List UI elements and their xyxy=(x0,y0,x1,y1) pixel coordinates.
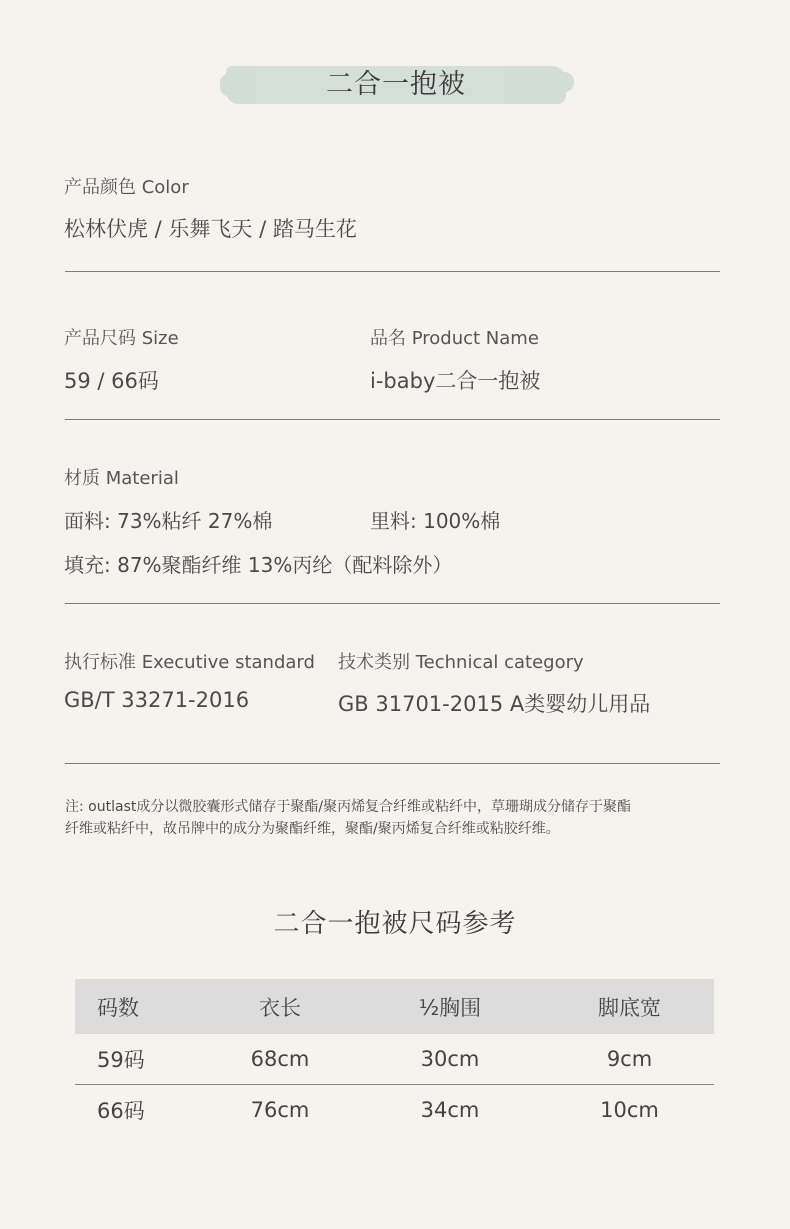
size-label: 产品尺码 Size xyxy=(64,328,179,349)
material-fabric: 面料: 73%粘纤 27%棉 xyxy=(64,509,273,533)
cell-foot-width: 9cm xyxy=(606,1047,653,1071)
divider xyxy=(65,419,720,420)
table-header-row xyxy=(75,979,714,1034)
table-row xyxy=(75,1034,714,1085)
product-name-label: 品名 Product Name xyxy=(370,328,539,349)
cell-size: 59码 xyxy=(97,1048,145,1072)
cell-size: 66码 xyxy=(97,1099,145,1123)
material-filling: 填充: 87%聚酯纤维 13%丙纶（配料除外） xyxy=(64,553,453,577)
cell-length: 76cm xyxy=(250,1098,310,1122)
size-chart-title: 二合一抱被尺码参考 xyxy=(273,909,517,939)
material-label: 材质 Material xyxy=(64,468,179,489)
title-banner xyxy=(226,64,566,106)
header-length: 衣长 xyxy=(259,995,301,1020)
divider xyxy=(65,271,720,272)
material-lining: 里料: 100%棉 xyxy=(370,509,501,533)
color-label: 产品颜色 Color xyxy=(64,177,189,198)
category-label: 技术类别 Technical category xyxy=(338,652,584,673)
note-line: 注: outlast成分以微胶囊形式储存于聚酯/聚丙烯复合纤维或粘纤中，草珊瑚成分储存于聚酯 xyxy=(65,799,632,815)
note-line: 纤维或粘纤中，故吊牌中的成分为聚酯纤维，聚酯/聚丙烯复合纤维或粘胶纤维。 xyxy=(65,821,560,837)
category-value: GB 31701-2015 A类婴幼儿用品 xyxy=(338,692,651,716)
page-title: 二合一抱被 xyxy=(326,69,466,100)
size-chart-table xyxy=(75,979,714,1135)
cell-foot-width: 10cm xyxy=(600,1098,659,1122)
header-half-chest: ½胸围 xyxy=(418,995,482,1020)
cell-half-chest: 30cm xyxy=(420,1047,480,1071)
cell-half-chest: 34cm xyxy=(420,1098,480,1122)
standard-value: GB/T 33271-2016 xyxy=(64,688,250,712)
header-size: 码数 xyxy=(97,995,139,1020)
header-foot-width: 脚底宽 xyxy=(598,995,661,1020)
composition-note xyxy=(65,796,735,840)
table-row xyxy=(75,1085,714,1135)
divider xyxy=(65,603,720,604)
standard-label: 执行标准 Executive standard xyxy=(64,652,315,673)
color-value: 松林伏虎 / 乐舞飞天 / 踏马生花 xyxy=(64,217,357,241)
cell-length: 68cm xyxy=(250,1047,310,1071)
divider xyxy=(65,763,720,764)
size-value: 59 / 66码 xyxy=(64,369,159,393)
product-name-value: i-baby二合一抱被 xyxy=(370,369,541,393)
